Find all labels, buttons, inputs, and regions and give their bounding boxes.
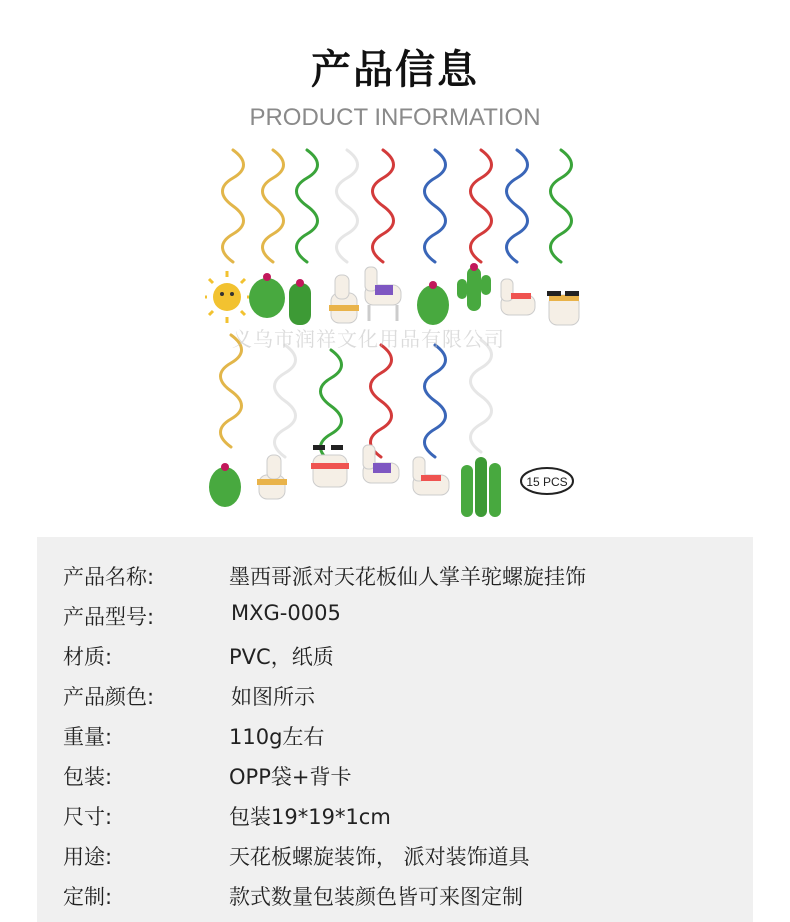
svg-text:15 PCS: 15 PCS <box>526 475 568 489</box>
info-value: 如图所示 <box>231 685 315 709</box>
info-label: 产品颜色: <box>63 685 155 709</box>
info-value: 天花板螺旋装饰， 派对装饰道具 <box>229 845 530 869</box>
llama-icon <box>365 267 401 321</box>
product-info-panel <box>37 537 753 922</box>
info-value: PVC，纸质 <box>229 645 334 669</box>
pieces-badge <box>521 468 573 494</box>
info-label: 包装: <box>63 765 113 789</box>
info-row-size <box>63 801 743 841</box>
page-title: 产品信息 <box>311 47 479 93</box>
llama-icon <box>257 455 287 499</box>
info-label: 产品名称: <box>63 565 155 589</box>
info-row-material <box>63 641 743 681</box>
info-label: 重量: <box>63 725 113 749</box>
llama-icon <box>311 445 349 487</box>
page-subtitle: PRODUCT INFORMATION <box>249 104 541 131</box>
cactus-icon <box>461 457 501 517</box>
cactus-icon <box>209 463 241 507</box>
llama-icon <box>547 291 579 325</box>
info-row-packaging <box>63 761 743 801</box>
cactus-icon <box>289 279 311 325</box>
watermark-text: 义乌市润祥文化用品有限公司 <box>232 327 505 351</box>
sun-icon <box>205 271 253 323</box>
info-row-weight <box>63 721 743 761</box>
info-value: 墨西哥派对天花板仙人掌羊驼螺旋挂饰 <box>229 565 586 589</box>
info-row-model <box>63 601 743 641</box>
llama-icon <box>363 445 399 483</box>
info-value: 110g左右 <box>229 725 325 749</box>
info-label: 尺寸: <box>63 805 113 829</box>
info-row-usage <box>63 841 743 881</box>
info-value: 包装19*19*1cm <box>229 805 391 829</box>
llama-icon <box>413 457 449 495</box>
info-row-customization <box>63 881 743 921</box>
info-value: OPP袋+背卡 <box>229 765 352 789</box>
info-label: 定制: <box>63 885 113 909</box>
info-value: MXG-0005 <box>231 601 341 625</box>
info-value: 款式数量包装颜色皆可来图定制 <box>229 885 523 909</box>
info-label: 产品型号: <box>63 605 155 629</box>
info-label: 材质: <box>63 645 113 669</box>
cactus-icon <box>249 273 285 318</box>
llama-icon <box>329 275 359 323</box>
info-row-name <box>63 561 743 601</box>
info-label: 用途: <box>63 845 113 869</box>
llama-icon <box>501 279 535 315</box>
info-row-color <box>63 681 743 721</box>
cactus-icon <box>457 263 491 311</box>
cactus-icon <box>417 281 449 325</box>
